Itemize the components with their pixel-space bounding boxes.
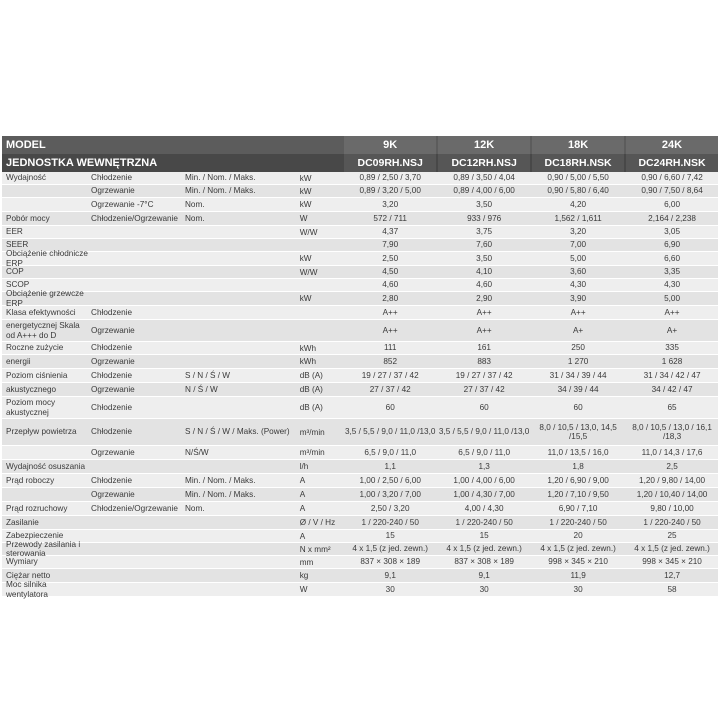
row-category: Wydajność [6,173,46,183]
row-mode: Chłodzenie [91,307,133,317]
row-value: 1 / 220-240 / 50 [549,517,607,527]
row-value: 4,30 [664,280,681,290]
row-value: 0,89 / 3,20 / 5,00 [359,186,421,196]
row-value: 0,89 / 2,50 / 3,70 [359,173,421,183]
row-value: A++ [476,307,492,317]
row-category: Poziom ciśnienia [6,370,68,380]
row-value: 883 [477,356,491,366]
row-value: 1,562 / 1,611 [554,213,602,223]
row-value: 1,3 [478,461,490,471]
row-category: Ciężar netto [6,570,51,580]
row-value: 1,20 / 9,80 / 14,00 [639,475,706,485]
row-condition: Min. / Nom. / Maks. [185,475,256,485]
row-category: Prąd rozruchowy [6,503,68,513]
row-value: 11,9 [570,570,586,580]
row-value: 31 / 34 / 42 / 47 [643,370,701,380]
table-row [2,249,718,268]
row-value: 4,30 [570,280,587,290]
row-condition: N/Ś/W [185,447,209,457]
row-value: 1,00 / 3,20 / 7,00 [359,489,421,499]
model-dc24: DC24RH.NSK [626,154,718,172]
row-mode: Ogrzewanie [91,325,135,335]
row-mode: Ogrzewanie [91,447,135,457]
row-mode: Chłodzenie [91,173,133,183]
row-value: 1,8 [572,461,584,471]
row-unit: A [299,476,306,485]
row-unit: dB (A) [299,385,323,394]
row-mode: Ogrzewanie [91,356,135,366]
row-value: 3,35 [664,267,681,277]
row-value: 4,60 [476,280,493,290]
row-value: 31 / 34 / 39 / 44 [549,370,607,380]
row-category: Zasilanie [6,517,39,527]
row-value: 3,20 [570,227,587,237]
row-value: 9,80 / 10,00 [650,503,694,513]
table-row [2,580,718,599]
row-unit: m³/min [299,448,325,457]
row-value: A++ [382,325,398,335]
row-value: 111 [383,343,397,353]
row-value: 6,90 / 7,10 [558,503,598,513]
row-unit: kW [299,173,312,183]
row-category: Prąd roboczy [6,475,55,485]
row-unit: mm [299,557,314,567]
row-value: 1,20 / 10,40 / 14,00 [636,489,708,499]
row-value: 3,5 / 5,5 / 9,0 / 11,0 /13,0 [438,427,530,437]
table-row [2,306,718,320]
row-value: 30 [573,584,583,594]
row-unit: A [299,504,306,513]
row-unit: kW [299,186,312,196]
row-value: A++ [570,307,586,317]
row-category: Przewody zasilania i sterowania [6,539,81,558]
row-value: 3,90 [570,293,587,303]
table-row [2,320,718,342]
row-category: Przepływ powietrza [6,427,77,437]
row-value: 11,0 / 14,3 / 17,6 [641,447,703,457]
row-unit: dB (A) [299,403,323,412]
row-value: 2,90 [476,293,493,303]
model-dc09: DC09RH.NSJ [344,154,436,172]
row-value: 4 x 1,5 (z jed. zewn.) [540,544,616,554]
table-row [2,279,718,292]
table-row [2,226,718,239]
row-value: 0,90 / 6,60 / 7,42 [641,173,703,183]
row-value: 60 [573,402,583,412]
row-value: 19 / 27 / 37 / 42 [455,370,513,380]
row-value: 2,50 / 3,20 [370,503,410,513]
row-category: EER [6,227,23,237]
table-row [2,516,718,530]
row-value: 1,00 / 4,00 / 6,00 [453,475,515,485]
row-value: A+ [666,325,678,335]
row-value: 837 × 308 × 189 [360,557,421,567]
row-value: 3,05 [664,227,681,237]
row-value: 2,164 / 2,238 [648,213,696,223]
row-value: 4,10 [476,267,493,277]
row-mode: Ogrzewanie [91,489,135,499]
row-unit: A [299,531,306,541]
table-row [2,397,718,419]
row-value: 998 × 345 × 210 [642,557,702,567]
table-row [2,172,718,185]
row-category: energii [6,356,31,366]
row-unit: Ø / V / Hz [299,518,336,527]
row-value: 5,00 [664,293,681,303]
row-condition: Min. / Nom. / Maks. [185,186,256,196]
row-unit: kW [299,294,312,303]
row-value: 60 [479,402,489,412]
row-value: 1,1 [384,461,396,471]
row-condition: Min. / Nom. / Maks. [185,173,256,183]
row-value: 0,89 / 4,00 / 6,00 [453,186,515,196]
row-category: Klasa efektywności [6,307,76,317]
model-dc18: DC18RH.NSK [532,154,624,172]
row-value: 1,20 / 6,90 / 9,00 [547,475,609,485]
row-value: 4 x 1,5 (z jed. zewn.) [352,544,428,554]
row-mode: Chłodzenie [91,402,133,412]
row-value: 3,20 [382,199,399,209]
row-unit: dB (A) [299,371,323,380]
row-unit: A [299,490,306,499]
row-unit: l/h [299,462,309,471]
row-category: COP [6,267,24,277]
table-row [2,446,718,460]
table-row [2,198,718,212]
header-row-model [2,136,718,154]
row-value: 4,00 / 4,30 [464,503,504,513]
table-row [2,342,718,355]
row-value: 837 × 308 × 189 [454,557,514,567]
row-value: 2,5 [666,461,678,471]
row-value: 30 [479,584,489,594]
row-condition: Nom. [185,199,205,209]
spec-rows [2,172,718,597]
row-value: 1 628 [661,356,683,366]
row-mode: Chłodzenie [91,343,133,353]
row-value: 1 270 [567,356,589,366]
row-value: 572 / 711 [373,213,407,223]
row-value: A++ [382,307,398,317]
row-value: 4,37 [382,227,399,237]
row-condition: S / N / Ś / W [185,370,231,380]
row-value: 335 [665,343,679,353]
row-value: 30 [385,584,395,594]
row-unit: kWh [299,343,317,353]
row-value: 2,50 [382,253,399,263]
table-row [2,419,718,446]
table-row [2,369,718,383]
row-value: 4 x 1,5 (z jed. zewn.) [446,544,522,554]
row-category: SEER [6,240,29,250]
row-value: 27 / 37 / 42 [369,384,411,394]
indoor-unit-label: JEDNOSTKA WEWNĘTRZNA [6,157,158,169]
table-row [2,266,718,279]
table-row [2,383,718,397]
row-value: 250 [571,343,585,353]
table-row [2,185,718,198]
row-value: 0,89 / 3,50 / 4,04 [453,173,515,183]
table-row [2,289,718,308]
row-value: 27 / 37 / 42 [463,384,505,394]
row-category: SCOP [6,280,30,290]
row-value: 1 / 220-240 / 50 [455,517,513,527]
capacity-12k: 12K [438,136,530,154]
capacity-18k: 18K [532,136,624,154]
row-value: 0,90 / 5,80 / 6,40 [547,186,609,196]
row-category: Roczne zużycie [6,343,64,353]
row-condition: Nom. [185,213,205,223]
row-value: 25 [667,531,677,541]
row-value: 1,00 / 2,50 / 6,00 [359,475,421,485]
table-row [2,460,718,474]
row-unit: W [299,214,308,223]
row-value: 4 x 1,5 (z jed. zewn.) [634,544,710,554]
row-value: 60 [385,402,395,412]
row-unit: kW [299,254,312,263]
model-dc12: DC12RH.NSJ [438,154,530,172]
row-value: A++ [476,325,492,335]
row-category: Obciążenie chłodnicze ERP [6,249,88,268]
row-value: A++ [664,307,680,317]
row-category: Wymiary [6,557,38,567]
row-value: 4,20 [570,199,587,209]
row-value: 3,75 [476,227,493,237]
capacity-24k: 24K [626,136,718,154]
row-value: 19 / 27 / 37 / 42 [361,370,419,380]
row-unit: kWh [299,357,317,366]
row-value: 65 [667,402,677,412]
row-unit: kg [299,571,309,580]
row-unit: N x mm² [299,544,331,554]
row-value: 998 × 345 × 210 [548,557,608,567]
row-value: 34 / 39 / 44 [557,384,599,394]
row-mode: Ogrzewanie [91,384,135,394]
row-mode: Chłodzenie [91,370,133,380]
row-value: 4,50 [382,267,399,277]
row-value: 9,1 [478,570,490,580]
row-unit: m³/min [299,427,325,437]
row-value: 11,0 / 13,5 / 16,0 [547,447,609,457]
row-value: 12,7 [664,570,681,580]
row-unit: W [299,585,308,594]
table-row [2,474,718,488]
capacity-9k: 9K [344,136,436,154]
row-mode: Chłodzenie/Ogrzewanie [91,213,178,223]
row-value: 7,90 [382,240,399,250]
row-value: 852 [383,356,398,366]
table-row [2,556,718,569]
row-value: 6,60 [664,253,681,263]
row-category: akustycznego [6,384,57,394]
row-category: Zabezpieczenie [6,531,64,541]
row-unit: W/W [299,267,318,277]
row-value: 5,00 [570,253,587,263]
row-mode: Chłodzenie [91,427,133,437]
row-value: 1 / 220-240 / 50 [361,517,419,527]
row-value: 15 [385,531,395,541]
row-value: 8,0 / 10,5 / 13,0 / 16,1 /18,3 [632,422,712,441]
table-row [2,355,718,369]
row-category: Pobór mocy [6,213,50,223]
row-value: 6,90 [664,240,681,250]
row-category: Poziom mocy akustycznej [6,398,56,417]
row-value: 4,60 [382,280,399,290]
row-value: 58 [667,584,677,594]
table-row [2,539,718,558]
row-category: energetycznej Skala od A+++ do D [6,321,80,340]
row-category: Obciążenie grzewcze ERP [6,289,84,308]
row-value: 3,5 / 5,5 / 9,0 / 11,0 /13,0 [344,427,436,437]
row-value: 34 / 42 / 47 [651,384,693,394]
row-value: 0,90 / 7,50 / 8,64 [641,186,703,196]
row-value: 3,60 [570,267,587,277]
row-value: 161 [477,343,491,353]
row-value: 0,90 / 5,00 / 5,50 [547,173,609,183]
row-condition: S / N / Ś / W / Maks. (Power) [185,427,290,437]
table-row [2,239,718,252]
row-value: 3,50 [476,253,493,263]
row-value: 9,1 [384,570,396,580]
row-value: 2,80 [382,293,399,303]
row-mode: Ogrzewanie -7°C [91,199,154,209]
row-condition: Nom. [185,503,205,513]
row-unit: kW [299,200,312,209]
row-mode: Chłodzenie [91,475,133,485]
row-value: 1 / 220-240 / 50 [643,517,701,527]
row-value: 1,20 / 7,10 / 9,50 [547,489,609,499]
row-value: 7,00 [570,240,587,250]
table-row [2,502,718,516]
table-row [2,488,718,502]
row-mode: Ogrzewanie [91,186,135,196]
spec-table [2,136,718,597]
table-row [2,530,718,543]
row-condition: Min. / Nom. / Maks. [185,489,256,499]
row-value: 6,5 / 9,0 / 11,0 [458,447,511,457]
row-value: 7,60 [476,240,493,250]
header-row-unit [2,154,718,172]
row-value: 3,50 [476,199,493,209]
row-value: 20 [573,531,583,541]
table-row [2,569,718,583]
row-value: 933 / 976 [467,213,502,223]
row-category: Wydajność osuszania [6,461,86,471]
row-condition: N / Ś / W [185,384,218,394]
row-category: Moc silnika wentylatora [6,580,48,599]
row-value: 6,00 [664,199,681,209]
row-value: A+ [572,325,584,335]
row-value: 1,00 / 4,30 / 7,00 [453,489,515,499]
row-value: 8,0 / 10,5 / 13,0, 14,5 /15,5 [539,422,617,441]
row-mode: Chłodzenie/Ogrzewanie [91,503,178,513]
model-label: MODEL [6,139,46,151]
row-value: 15 [479,531,489,541]
row-unit: W/W [299,227,318,237]
row-value: 6,5 / 9,0 / 11,0 [364,447,417,457]
table-row [2,212,718,226]
